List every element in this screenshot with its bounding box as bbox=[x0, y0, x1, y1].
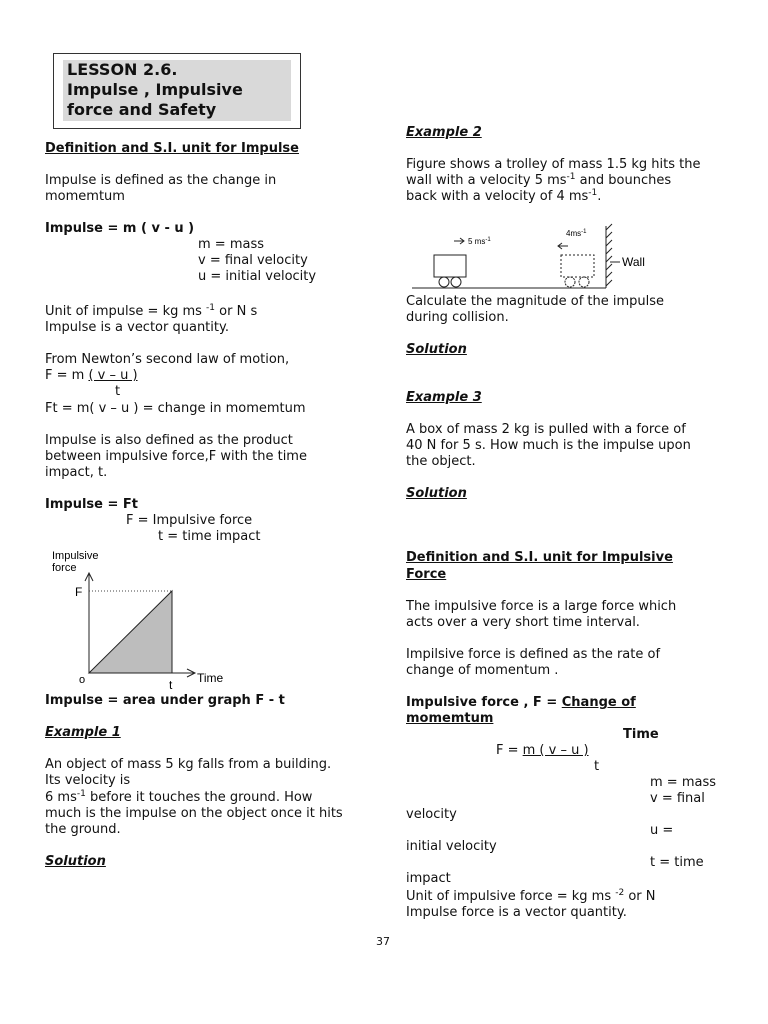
example2-line1: Figure shows a trolley of mass 1.5 kg hits the bbox=[406, 157, 701, 172]
example2-line3: back with a velocity of 4 $ms^{-1}$. bbox=[406, 188, 602, 204]
impulse-also-line3: impact, t. bbox=[45, 465, 108, 480]
trolley-figure bbox=[406, 222, 666, 294]
lesson-title-line1: Impulse , Impulsive bbox=[67, 80, 243, 99]
impulsive-force-heading-line1: Definition and S.I. unit for Impulsive bbox=[406, 550, 673, 565]
impulsive-force-def-line1: The impulsive force is a large force which bbox=[406, 599, 677, 614]
right-var-impact: impact bbox=[406, 871, 451, 886]
graph-origin-label: o bbox=[79, 674, 86, 686]
lesson-title-shade bbox=[63, 60, 291, 121]
trolley-incoming bbox=[434, 255, 466, 277]
example3-line1: A box of mass 2 kg is pulled with a force of bbox=[406, 422, 686, 437]
example1-solution-heading: Solution bbox=[45, 854, 106, 869]
lesson-number: LESSON 2.6. bbox=[67, 60, 178, 79]
var-initial-velocity: u = initial velocity bbox=[198, 269, 317, 284]
example1-line3: 6 $ms^{-1}$ before it touches the ground. How bbox=[45, 789, 313, 805]
lesson-title-box bbox=[53, 53, 301, 129]
impulsive-force-def-line2: acts over a very short time interval. bbox=[406, 615, 640, 630]
example3-heading: Example 3 bbox=[406, 390, 482, 405]
wall-hatching bbox=[606, 224, 612, 286]
t-definition: t = time impact bbox=[158, 529, 261, 544]
var-final-velocity: v = final velocity bbox=[198, 253, 308, 268]
impulsive-force-unit: Unit of impulsive force = kg ms $^{-2}$ or N bbox=[406, 888, 656, 904]
impulsive-rate-line2: change of momentum . bbox=[406, 663, 559, 678]
impulsive-rate-line1: Impilsive force is defined as the rate of bbox=[406, 647, 661, 662]
newton-equation: F = m ( v – u ) bbox=[45, 368, 138, 383]
impulsive-force-formula-line2: momemtum bbox=[406, 711, 494, 726]
graph-t-label: t bbox=[169, 678, 173, 690]
graph-f-label: F bbox=[75, 585, 83, 599]
impulse-definition-line2: momemtum bbox=[45, 189, 125, 204]
wall-label: Wall bbox=[622, 255, 645, 269]
velocity2-label: $4ms^{-1}$ bbox=[566, 229, 587, 238]
example1-line4: much is the impulse on the object once it hits bbox=[45, 806, 343, 821]
trolley-wheel bbox=[579, 277, 589, 287]
example2-line2: wall with a velocity 5 $ms^{-1}$ and bounches bbox=[406, 172, 672, 188]
example3-solution-heading: Solution bbox=[406, 486, 467, 501]
example1-line5: the ground. bbox=[45, 822, 121, 837]
impulse-shaded-area bbox=[89, 591, 172, 673]
impulsive-force-heading-line2: Force bbox=[406, 567, 447, 582]
example2-question-line2: during collision. bbox=[406, 310, 509, 325]
example1-heading: Example 1 bbox=[45, 725, 121, 740]
impulsive-force-vector-note: Impulse force is a vector quantity. bbox=[406, 905, 627, 920]
trolley-wheel bbox=[439, 277, 449, 287]
force-time-graph bbox=[45, 545, 245, 690]
velocity1-label: 5 $ms^{-1}$ bbox=[468, 237, 491, 246]
graph-time-label: Time bbox=[197, 671, 224, 685]
f-definition: F = Impulsive force bbox=[126, 513, 253, 528]
impulse-formula: Impulse = m ( v - u ) bbox=[45, 221, 195, 236]
right-var-final: v = final bbox=[650, 791, 705, 806]
newton-law-line: From Newton’s second law of motion, bbox=[45, 352, 290, 367]
impulse-also-line1: Impulse is also defined as the product bbox=[45, 433, 293, 448]
example3-line2: 40 N for 5 s. How much is the impulse upon bbox=[406, 438, 691, 453]
trolley-wheel bbox=[451, 277, 461, 287]
impulse-ft-formula: Impulse = Ft bbox=[45, 497, 138, 512]
graph-ylabel-line1: Impulsive bbox=[52, 550, 99, 562]
right-var-velocity: velocity bbox=[406, 807, 457, 822]
example2-solution-heading: Solution bbox=[406, 342, 467, 357]
right-var-initial-velocity: initial velocity bbox=[406, 839, 497, 854]
impulse-area-statement: Impulse = area under graph F - t bbox=[45, 693, 285, 708]
newton-denominator: t bbox=[115, 384, 121, 399]
var-mass: m = mass bbox=[198, 237, 264, 252]
example1-line1: An object of mass 5 kg falls from a building. bbox=[45, 757, 332, 772]
impulse-vector-note: Impulse is a vector quantity. bbox=[45, 320, 229, 335]
impulse-also-line2: between impulsive force,F with the time bbox=[45, 449, 307, 464]
f-equation-denominator: t bbox=[594, 759, 600, 774]
impulse-definition-line1: Impulse is defined as the change in bbox=[45, 173, 277, 188]
trolley-wheel bbox=[565, 277, 575, 287]
example3-line3: the object. bbox=[406, 454, 476, 469]
page-number: 37 bbox=[376, 935, 390, 948]
graph-ylabel-line2: force bbox=[52, 562, 77, 574]
impulsive-force-formula: Impulsive force , F = Change of bbox=[406, 695, 636, 710]
impulsive-force-formula-time: Time bbox=[623, 727, 659, 742]
right-var-u: u = bbox=[650, 823, 674, 838]
lesson-title-line2: force and Safety bbox=[67, 100, 217, 119]
impulse-unit: Unit of impulse = kg ms $^{-1}$ or N s bbox=[45, 303, 258, 319]
right-var-time: t = time bbox=[650, 855, 704, 870]
example2-heading: Example 2 bbox=[406, 125, 482, 140]
right-var-mass: m = mass bbox=[650, 775, 716, 790]
example1-line2: Its velocity is bbox=[45, 773, 131, 788]
ft-equation: Ft = m( v – u ) = change in momemtum bbox=[45, 401, 306, 416]
trolley-at-wall bbox=[561, 255, 594, 277]
f-equation: F = m ( v – u ) bbox=[496, 743, 589, 758]
impulse-definition-heading: Definition and S.I. unit for Impulse bbox=[45, 141, 299, 156]
example2-question-line1: Calculate the magnitude of the impulse bbox=[406, 294, 665, 309]
